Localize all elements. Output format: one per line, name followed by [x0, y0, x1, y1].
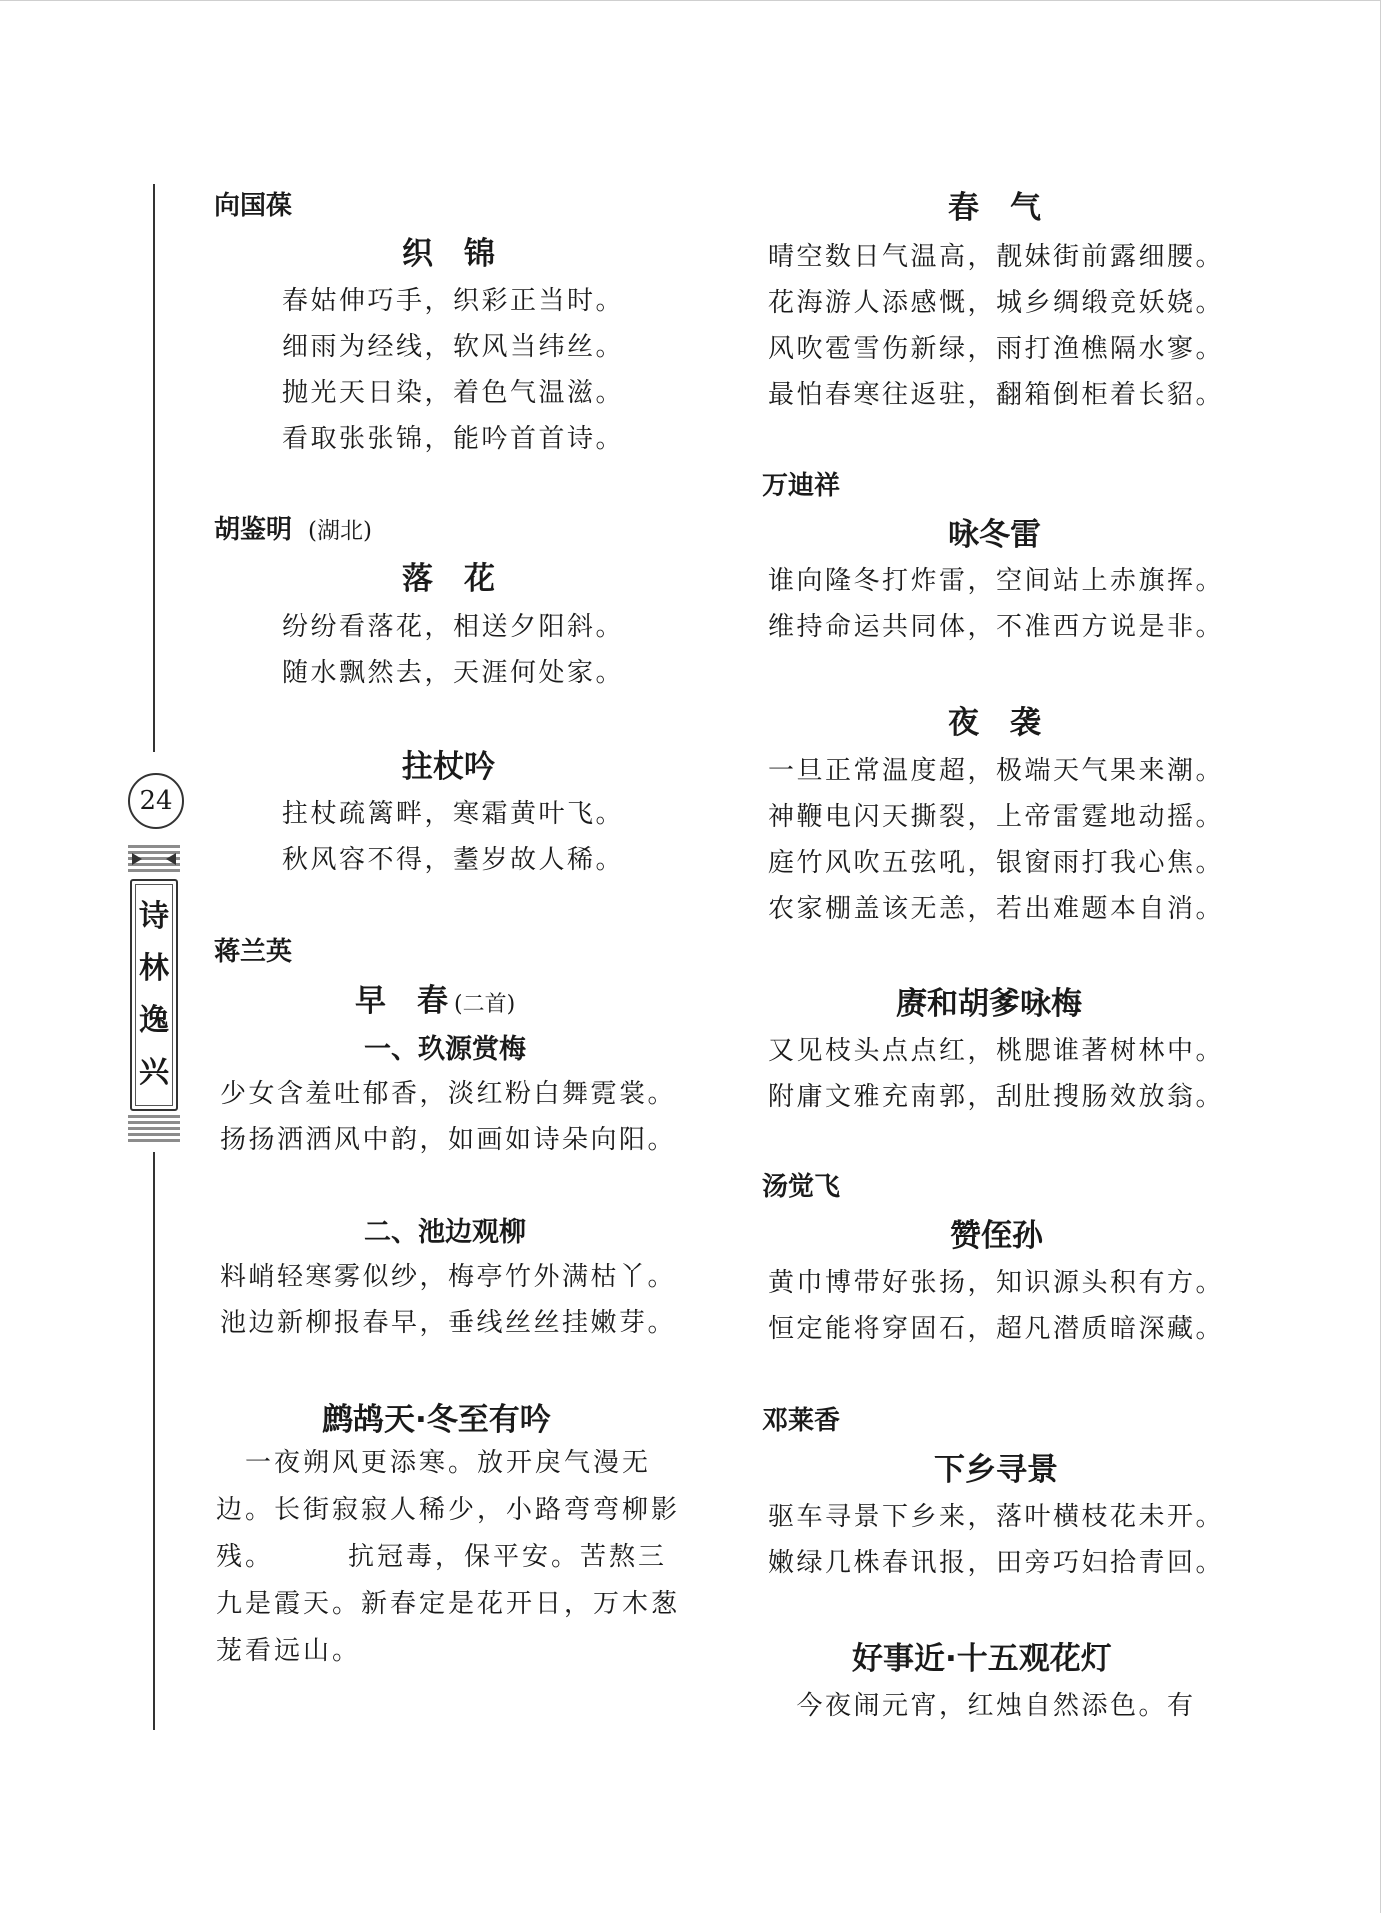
- poem-line: 九是霞天。新春定是花开日，万木葱: [216, 1589, 681, 1619]
- poem-line: 抛光天日染，着色气温滋。: [282, 378, 625, 408]
- poem-title: 拄杖吟: [402, 749, 495, 785]
- series-title-tab: [128, 845, 180, 1143]
- poet-name: 向国葆: [214, 191, 293, 221]
- poem-line: 神鞭电闪天撕裂，上帝雷霆地动摇。: [768, 802, 1225, 832]
- poem-line: 庭竹风吹五弦吼，银窗雨打我心焦。: [768, 848, 1225, 878]
- poem-title: 春 气: [948, 190, 1041, 226]
- series-char: 兴: [139, 1055, 169, 1090]
- poem-line: 扬扬洒洒风中韵，如画如诗朵向阳。: [220, 1125, 677, 1155]
- poet-name-text: 胡鉴明: [214, 515, 293, 545]
- poem-title: 夜 袭: [948, 705, 1041, 741]
- poem-line: 黄巾博带好张扬，知识源头积有方。: [768, 1268, 1225, 1298]
- poem-line: 残。 抗冠毒，保平安。苦熬三: [216, 1542, 668, 1572]
- poet-region: (湖北): [308, 518, 372, 544]
- poem-subtitle: 一、玖源赏梅: [364, 1034, 526, 1065]
- poem-line: 最怕春寒往返驻，翻箱倒柜着长貂。: [768, 380, 1225, 410]
- poet-name: [214, 509, 372, 546]
- poem-title: 落 花: [402, 561, 495, 597]
- poem-line: 春姑伸巧手，织彩正当时。: [282, 286, 625, 316]
- series-char: 诗: [139, 899, 169, 934]
- decorative-stripes-bottom: [128, 1115, 180, 1143]
- poem-title: 赓和胡爹咏梅: [896, 986, 1082, 1022]
- page-number: 24: [128, 773, 184, 829]
- ci-poem-body: [216, 1440, 680, 1675]
- poem-title-note: (二首): [454, 992, 516, 1017]
- series-char: 林: [139, 951, 169, 986]
- poem-line: 一夜朔风更添寒。放开戾气漫无: [216, 1448, 652, 1478]
- margin-rule-top: [153, 184, 155, 752]
- poem-title: 鹧鸪天·冬至有吟: [322, 1402, 551, 1438]
- series-title: [132, 891, 176, 1099]
- poet-name: 万迪祥: [762, 471, 841, 501]
- poet-name: 邓莱香: [762, 1406, 841, 1436]
- poem-title: 好事近·十五观花灯: [852, 1641, 1112, 1677]
- poem-title: [355, 975, 515, 1020]
- poem-line: 花海游人添感慨，城乡绸缎竞妖娆。: [768, 288, 1225, 318]
- poem-line: 料峭轻寒雾似纱，梅亭竹外满枯丫。: [220, 1262, 677, 1292]
- poem-line: 风吹雹雪伤新绿，雨打渔樵隔水寥。: [768, 334, 1225, 364]
- page-edge-top: [0, 0, 1381, 1]
- poem-line: 晴空数日气温高，靓妹街前露细腰。: [768, 242, 1225, 272]
- poem-line: 今夜闹元宵，红烛自然添色。有: [768, 1691, 1196, 1721]
- poem-title: 织 锦: [402, 236, 495, 272]
- margin-rule-bottom: [153, 1152, 155, 1730]
- poet-name: 汤觉飞: [762, 1172, 841, 1202]
- poem-line: 细雨为经线，软风当纬丝。: [282, 332, 625, 362]
- poem-line: 边。长街寂寂人稀少，小路弯弯柳影: [216, 1495, 681, 1525]
- poem-line: 维持命运共同体，不准西方说是非。: [768, 612, 1225, 642]
- poet-name: 蒋兰英: [214, 937, 293, 967]
- poem-line: 谁向隆冬打炸雷，空间站上赤旗挥。: [768, 566, 1225, 596]
- poem-line: 一旦正常温度超，极端天气果来潮。: [768, 756, 1225, 786]
- poem-line: 茏看远山。: [216, 1636, 362, 1666]
- poem-line: 又见枝头点点红，桃腮谁著树林中。: [768, 1036, 1225, 1066]
- poem-line: 农家棚盖该无恙，若出难题本自消。: [768, 894, 1225, 924]
- poem-line: 恒定能将穿固石，超凡潜质暗深藏。: [768, 1314, 1225, 1344]
- poem-line: 纷纷看落花，相送夕阳斜。: [282, 612, 625, 642]
- series-title-frame: [130, 879, 178, 1111]
- poem-line: 秋风容不得，耋岁故人稀。: [282, 845, 625, 875]
- poem-line: 拄杖疏篱畔，寒霜黄叶飞。: [282, 799, 625, 829]
- poem-line: 少女含羞吐郁香，淡红粉白舞霓裳。: [220, 1079, 677, 1109]
- chevron-ornament-icon: [132, 853, 176, 865]
- poem-line: 嫩绿几株春讯报，田旁巧妇拾青回。: [768, 1548, 1225, 1578]
- poem-title: 下乡寻景: [934, 1452, 1058, 1488]
- poem-line: 池边新柳报春早，垂线丝丝挂嫩芽。: [220, 1308, 677, 1338]
- series-char: 逸: [139, 1003, 169, 1038]
- poem-title: 咏冬雷: [948, 517, 1041, 553]
- poem-line: 附庸文雅充南郭，刮肚搜肠效放翁。: [768, 1082, 1225, 1112]
- poem-title-text: 早 春: [355, 983, 448, 1019]
- poem-subtitle: 二、池边观柳: [364, 1217, 526, 1248]
- poem-line: 驱车寻景下乡来，落叶横枝花未开。: [768, 1502, 1225, 1532]
- poem-line: 随水飘然去，天涯何处家。: [282, 658, 625, 688]
- poem-line: 看取张张锦，能吟首首诗。: [282, 424, 625, 454]
- poem-title: 赞侄孙: [950, 1218, 1043, 1254]
